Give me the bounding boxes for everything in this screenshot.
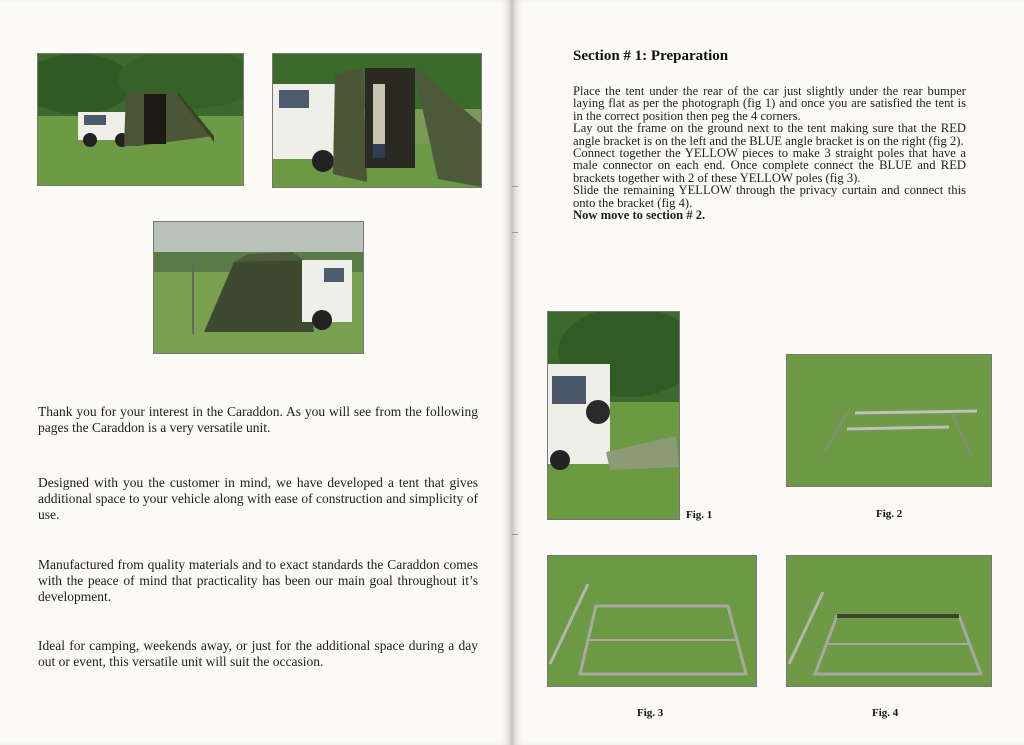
instruction-step-1: Place the tent under the rear of the car just slightly under the rear bumper laying flat as per the photograph (fig 1) and once you are satisfied the tent is in the correct position then peg the 4 corners. bbox=[573, 84, 966, 123]
figure-1-photo bbox=[547, 311, 680, 520]
margin-mark bbox=[512, 186, 518, 187]
figure-2-photo bbox=[786, 354, 992, 487]
intro-paragraph-3: Manufactured from quality materials and to exact standards the Caraddon comes with the peace of mind that practicality has been our main goal throughout it’s development. bbox=[38, 557, 478, 604]
next-section-note: Now move to section # 2. bbox=[573, 208, 706, 223]
photo-tent-side-view bbox=[37, 53, 244, 186]
preparation-instructions bbox=[573, 85, 966, 221]
figure-2-caption: Fig. 2 bbox=[876, 508, 903, 520]
figure-1-caption: Fig. 1 bbox=[686, 509, 713, 521]
section-title: Section # 1: Preparation bbox=[573, 48, 729, 64]
photo-tent-rear-view bbox=[153, 221, 364, 354]
intro-paragraph-1: Thank you for your interest in the Caraddon. As you will see from the following pages the Caraddon is a very versatile unit. bbox=[38, 404, 478, 435]
figure-4-caption: Fig. 4 bbox=[872, 707, 899, 719]
margin-mark bbox=[512, 534, 518, 535]
instruction-step-3: Connect together the YELLOW pieces to make 3 straight poles that have a male connector on each end. Once complete connect the BLUE and RED brackets together with 2 of these YELLOW poles (fig 3). bbox=[573, 146, 966, 185]
instruction-step-2: Lay out the frame on the ground next to the tent making sure that the RED angle bracket is on the left and the BLUE angle bracket is on the right (fig 2). bbox=[573, 121, 966, 148]
margin-mark bbox=[512, 232, 518, 233]
figure-3-caption: Fig. 3 bbox=[637, 707, 664, 719]
intro-paragraph-2: Designed with you the customer in mind, we have developed a tent that gives additional space to your vehicle along with ease of construction and simplicity of use. bbox=[38, 475, 478, 522]
photo-tent-open-door bbox=[272, 53, 482, 188]
intro-paragraph-4: Ideal for camping, weekends away, or just for the additional space during a day out or event, this versatile unit will suit the occasion. bbox=[38, 638, 478, 669]
figure-3-photo bbox=[547, 555, 757, 687]
figure-4-photo bbox=[786, 555, 992, 687]
right-page bbox=[514, 0, 1024, 745]
instruction-step-4: Slide the remaining YELLOW through the privacy curtain and connect this onto the bracket (fig 4). bbox=[573, 183, 966, 210]
left-page bbox=[0, 0, 510, 745]
